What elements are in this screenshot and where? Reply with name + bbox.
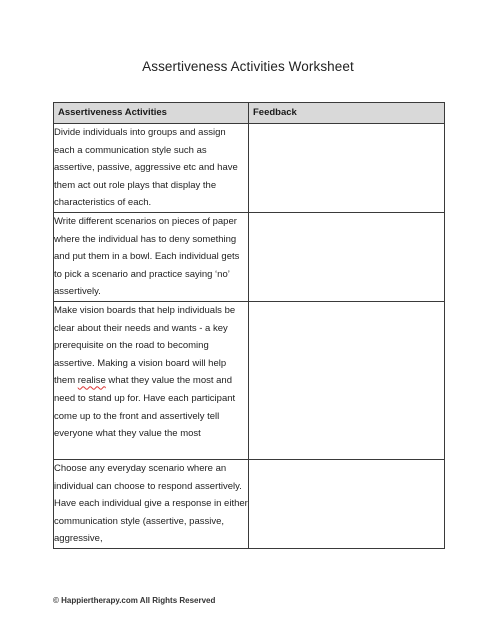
- feedback-column-header: Feedback: [249, 103, 445, 124]
- activity-text: Choose any everyday scenario where an individual can choose to respond assertively. Have each individual give a response in either communication style (assertive, passive, aggressive,: [54, 462, 248, 545]
- activity-cell: [54, 212, 249, 301]
- feedback-cell[interactable]: [249, 459, 445, 548]
- activity-text: [54, 302, 248, 443]
- feedback-cell[interactable]: [249, 212, 445, 301]
- activities-table: [53, 102, 445, 549]
- table-header-row: [54, 103, 445, 124]
- activity-text-part: what they value the most and need to stand up for. Have each participant come up to the front and assertively tell everyone what they value the most: [54, 375, 236, 440]
- activity-text: Divide individuals into groups and assign each a communication style such as assertive, passive, aggressive etc and have them act out role plays that display the characteristics of each.: [54, 127, 238, 209]
- activity-cell: [54, 301, 249, 459]
- activity-cell: [54, 459, 249, 548]
- table-row: [54, 301, 445, 459]
- spellcheck-flagged-word: realise: [77, 375, 106, 387]
- activity-text: Write different scenarios on pieces of paper where the individual has to deny something and put them in a bowl. Each individual gets to pick a scenario and practice saying ‘no’ assertively.: [54, 215, 240, 298]
- activity-cell: [54, 124, 249, 213]
- feedback-cell[interactable]: [249, 124, 445, 213]
- table-row: [54, 124, 445, 213]
- page-title: Assertiveness Activities Worksheet: [142, 59, 354, 74]
- table-row: [54, 212, 445, 301]
- activity-text-part: Make vision boards that help individuals be clear about their needs and wants - a key prerequisite on the road to becoming assertive. Making a vision board will help them: [54, 304, 236, 387]
- activities-column-header: Assertiveness Activities: [54, 103, 249, 124]
- feedback-cell[interactable]: [249, 301, 445, 459]
- table-row: [54, 459, 445, 548]
- copyright-footer: © Happiertherapy.com All Rights Reserved: [53, 596, 216, 605]
